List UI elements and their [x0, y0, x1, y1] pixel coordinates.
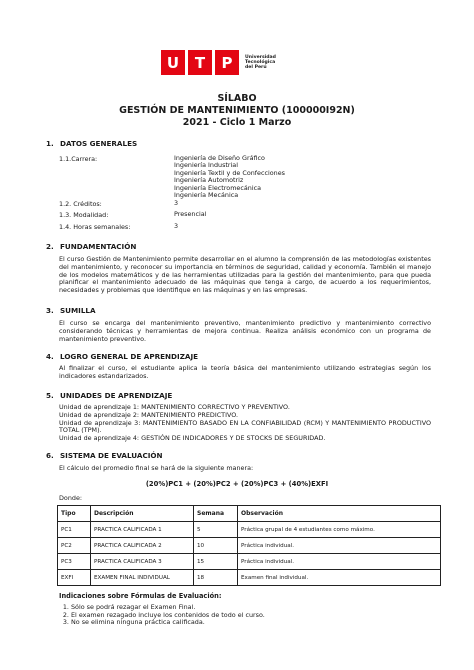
indicacion-item: 3. No se elimina ninguna práctica calificada. [71, 619, 421, 627]
horas-value: 3 [174, 222, 179, 230]
header-observacion: Observación [238, 506, 441, 522]
logro-text: Al finalizar el curso, el estudiante aplica la teoría básica del mantenimiento utilizando estrategias según los indicadores estandarizados. [59, 364, 431, 380]
section-unidades: 5. UNIDADES DE APRENDIZAJE [46, 391, 173, 400]
carrera-item: Ingeniería de Diseño Gráfico [174, 154, 265, 162]
fundamentacion-text: El curso Gestión de Mantenimiento permite desarrollar en el alumno la comprensión de las metodologías existentes del mantenimiento, y reconocer su importancia en términos de seguridad, calidad y economía. También el manejo de los modelos matemáticos y de las herramientas utilizadas para la gestión del mantenimiento, para que pueda planificar el mantenimiento adecuado de las máquinas que tenga a cargo, de acuerdo a los requerimientos, necesidades y problemas que identifique en las máquinas y en las empresas. [59, 255, 431, 295]
table-row [58, 554, 441, 570]
section-datos-generales: 1. DATOS GENERALES [46, 139, 138, 148]
modalidad-label: 1.3. Modalidad: [59, 211, 109, 219]
cell-tipo: PC3 [58, 554, 91, 570]
cell-semana: 10 [194, 538, 238, 554]
section-title: DATOS GENERALES [60, 139, 138, 148]
carrera-item: Ingeniería Industrial [174, 161, 239, 170]
indicaciones-list [61, 604, 421, 627]
cell-semana: 5 [194, 522, 238, 538]
carrera-list [174, 155, 285, 199]
section-fundamentacion: 2. FUNDAMENTACIÓN [46, 242, 137, 251]
evaluacion-formula: (20%)PC1 + (20%)PC2 + (20%)PC3 + (40%)EXFI [145, 480, 329, 488]
unidad-item: Unidad de aprendizaje 2: MANTENIMIENTO PREDICTIVO. [59, 410, 239, 419]
indicaciones-title: Indicaciones sobre Fórmulas de Evaluación: [59, 592, 222, 600]
logo-letter-t: T [188, 50, 212, 75]
cell-semana: 18 [194, 570, 238, 586]
evaluacion-intro: El cálculo del promedio final se hará de la siguiente manera: [59, 464, 254, 472]
unidad-item: Unidad de aprendizaje 3: MANTENIMIENTO BASADO EN LA CONFIABILIDAD (RCM) Y MANTENIMIENTO PRODUCTIVO TOTAL (TPM). [59, 418, 431, 435]
cell-observacion: Examen final individual. [238, 570, 441, 586]
carrera-item: Ingeniería Automotriz [174, 176, 244, 185]
utp-logo [161, 50, 276, 75]
cell-tipo: PC1 [58, 522, 91, 538]
section-logro: 4. LOGRO GENERAL DE APRENDIZAJE [46, 352, 199, 361]
cell-semana: 15 [194, 554, 238, 570]
cell-descripcion: PRACTICA CALIFICADA 2 [91, 538, 194, 554]
cell-tipo: EXFI [58, 570, 91, 586]
unidades-list [59, 404, 431, 443]
modalidad-value: Presencial [174, 210, 207, 218]
cell-observacion: Práctica individual. [238, 538, 441, 554]
carrera-item: Ingeniería Mecánica [174, 191, 239, 200]
section-title: SUMILLA [60, 306, 96, 315]
table-row [58, 522, 441, 538]
creditos-label: 1.2. Créditos: [59, 200, 102, 208]
cell-observacion: Práctica grupal de 4 estudiantes como máximo. [238, 522, 441, 538]
section-title: FUNDAMENTACIÓN [60, 242, 137, 251]
cell-descripcion: PRACTICA CALIFICADA 1 [91, 522, 194, 538]
table-header-row [58, 506, 441, 522]
doc-type-title: SÍLABO [217, 93, 257, 104]
unidad-item: Unidad de aprendizaje 4: GESTIÓN DE INDICADORES Y DE STOCKS DE SEGURIDAD. [59, 434, 326, 443]
table-row [58, 538, 441, 554]
course-title: GESTIÓN DE MANTENIMIENTO (100000I92N) [119, 105, 355, 116]
header-tipo: Tipo [58, 506, 91, 522]
donde-label: Donde: [59, 494, 83, 502]
horas-label: 1.4. Horas semanales: [59, 223, 131, 231]
header-semana: Semana [194, 506, 238, 522]
unidad-item: Unidad de aprendizaje 1: MANTENIMIENTO CORRECTIVO Y PREVENTIVO. [59, 403, 290, 411]
course-period: 2021 - Ciclo 1 Marzo [182, 117, 292, 128]
logo-letter-p: P [215, 50, 239, 75]
carrera-item: Ingeniería Textil y de Confecciones [174, 168, 285, 177]
logo-text: Universidad Tecnológica del Perú [245, 54, 276, 71]
indicacion-item: 1. Sólo se podrá rezagar el Examen Final. [71, 604, 421, 612]
table-row [58, 570, 441, 586]
cell-descripcion: EXAMEN FINAL INDIVIDUAL [91, 570, 194, 586]
logo-letter-u: U [161, 50, 185, 75]
section-title: SISTEMA DE EVALUACIÓN [60, 451, 163, 460]
section-title: UNIDADES DE APRENDIZAJE [60, 391, 173, 400]
cell-observacion: Práctica individual. [238, 554, 441, 570]
header-descripcion: Descripción [91, 506, 194, 522]
creditos-value: 3 [174, 199, 179, 207]
indicacion-item: 2. El examen rezagado incluye los contenidos de todo el curso. [71, 612, 421, 620]
cell-tipo: PC2 [58, 538, 91, 554]
section-evaluacion: 6. SISTEMA DE EVALUACIÓN [46, 451, 163, 460]
cell-descripcion: PRACTICA CALIFICADA 3 [91, 554, 194, 570]
section-title: LOGRO GENERAL DE APRENDIZAJE [60, 352, 199, 361]
sumilla-text: El curso se encarga del mantenimiento preventivo, mantenimiento predictivo y mantenimiento correctivo considerando técnicas y herramientas de mejora continua. Realiza análisis económico con un programa de mantenimiento preventivo. [59, 319, 431, 343]
evaluacion-table-wrap [57, 505, 441, 586]
section-sumilla: 3. SUMILLA [46, 306, 96, 315]
evaluacion-table [57, 505, 441, 586]
carrera-label: 1.1.Carrera: [59, 155, 98, 163]
carrera-item: Ingeniería Electromecánica [174, 183, 262, 192]
